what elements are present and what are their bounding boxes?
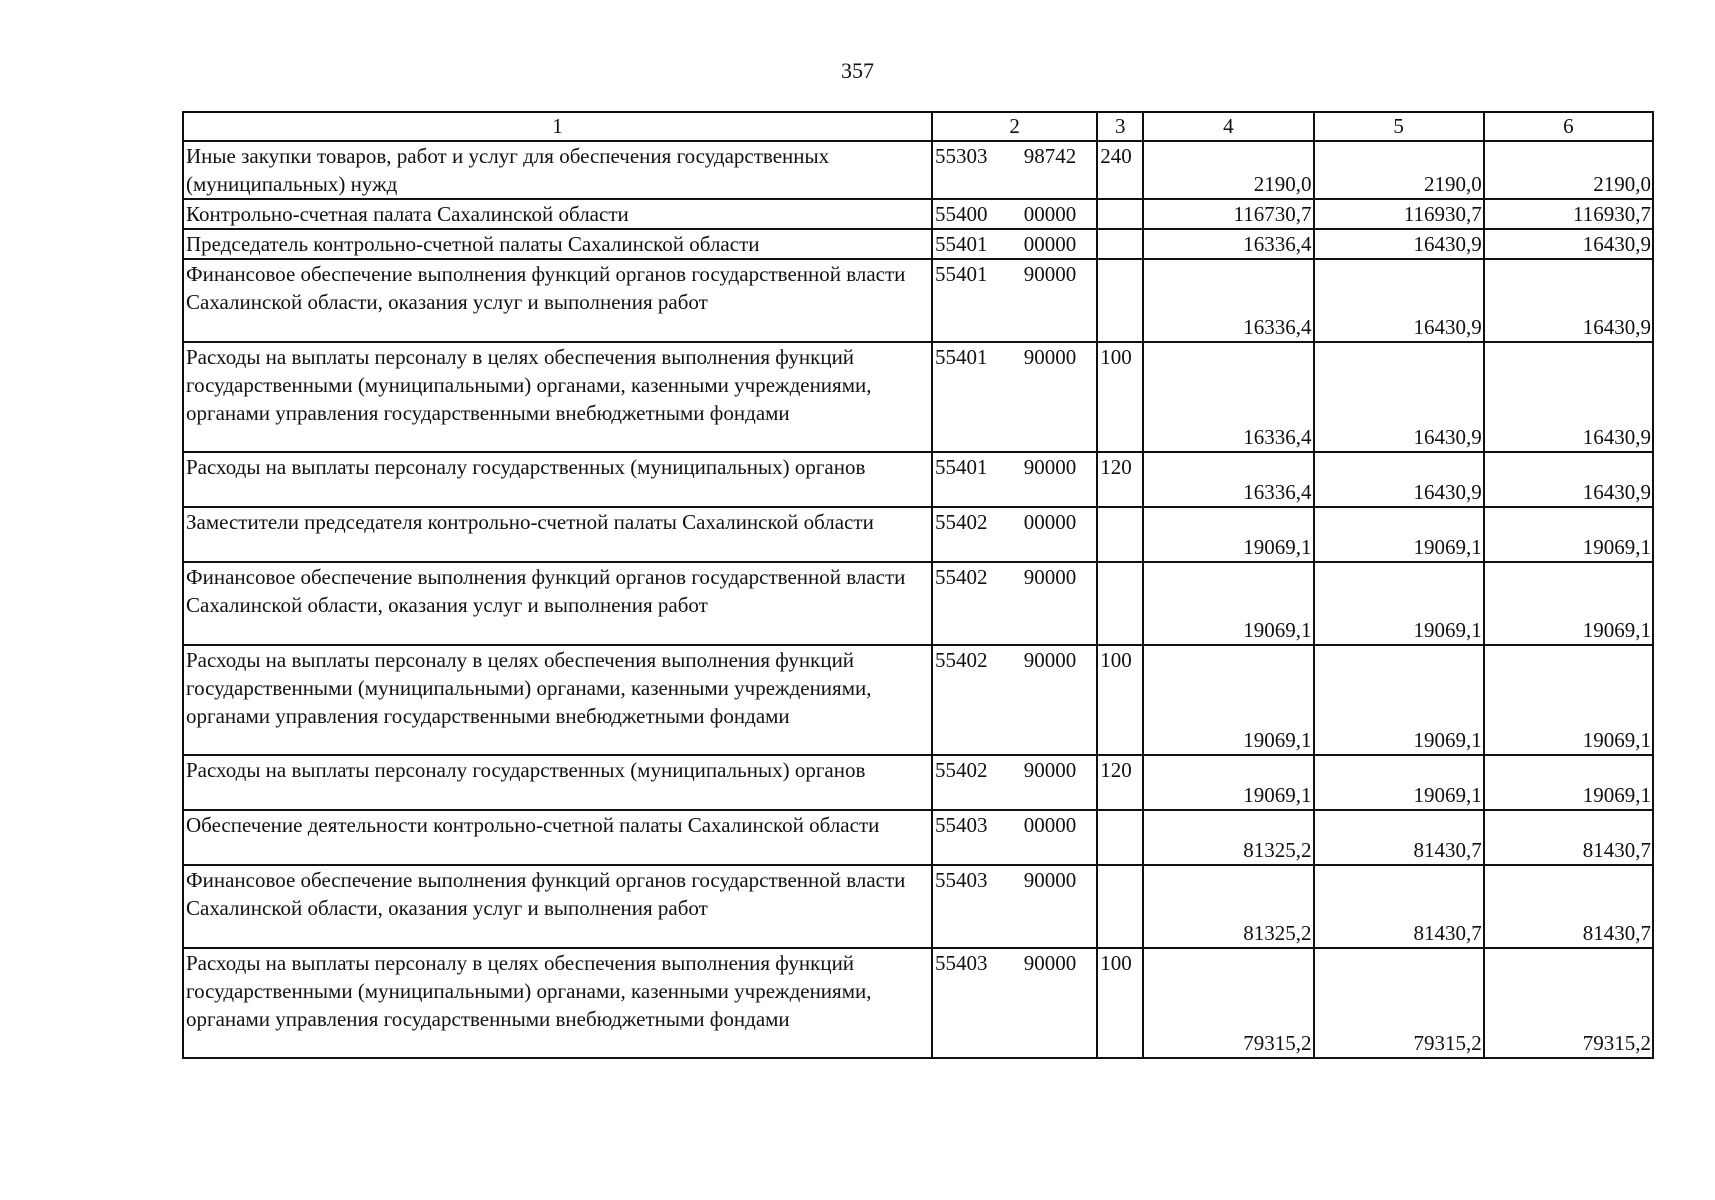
row-expense-type: 100	[1097, 342, 1143, 452]
row-amount-col5: 19069,1	[1314, 645, 1484, 755]
code-part-a: 55401	[935, 262, 988, 286]
row-expense-type	[1097, 199, 1143, 229]
row-amount-col4: 116730,7	[1143, 199, 1313, 229]
row-code	[932, 645, 1097, 755]
row-amount-col6: 81430,7	[1484, 810, 1653, 865]
table-row	[183, 810, 1653, 865]
row-name: Контрольно-счетная палата Сахалинской области	[183, 199, 932, 229]
row-expense-type	[1097, 810, 1143, 865]
row-amount-col6: 2190,0	[1484, 141, 1653, 199]
row-amount-col6: 19069,1	[1484, 755, 1653, 810]
row-amount-col6: 19069,1	[1484, 645, 1653, 755]
row-amount-col6: 16430,9	[1484, 452, 1653, 507]
row-name: Расходы на выплаты персоналу в целях обеспечения выполнения функций государственными (муниципальными) органами, казенными учреждениями, органами управления государственными внебюджетными фондами	[183, 948, 932, 1058]
row-amount-col5: 16430,9	[1314, 452, 1484, 507]
row-expense-type	[1097, 562, 1143, 645]
code-part-b: 90000	[1023, 868, 1077, 892]
row-code	[932, 562, 1097, 645]
table-row	[183, 342, 1653, 452]
row-code	[932, 199, 1097, 229]
row-amount-col6: 16430,9	[1484, 342, 1653, 452]
code-part-a: 55402	[935, 758, 988, 782]
table-row	[183, 259, 1653, 342]
row-name: Иные закупки товаров, работ и услуг для обеспечения государственных (муниципальных) нужд	[183, 141, 932, 199]
code-part-b: 00000	[1023, 232, 1077, 256]
code-part-b: 90000	[1023, 565, 1077, 589]
row-amount-col5: 16430,9	[1314, 229, 1484, 259]
code-part-b: 90000	[1023, 648, 1077, 672]
row-name: Финансовое обеспечение выполнения функций органов государственной власти Сахалинской области, оказания услуг и выполнения работ	[183, 562, 932, 645]
code-part-a: 55402	[935, 565, 988, 589]
code-part-a: 55403	[935, 813, 988, 837]
row-amount-col4: 19069,1	[1143, 755, 1313, 810]
row-amount-col5: 79315,2	[1314, 948, 1484, 1058]
code-part-b: 90000	[1023, 455, 1077, 479]
row-amount-col4: 2190,0	[1143, 141, 1313, 199]
row-expense-type	[1097, 259, 1143, 342]
code-part-a: 55303	[935, 144, 988, 168]
code-part-b: 98742	[1023, 144, 1077, 168]
row-amount-col6: 81430,7	[1484, 865, 1653, 948]
row-name: Расходы на выплаты персоналу государственных (муниципальных) органов	[183, 755, 932, 810]
page-number: 357	[841, 58, 874, 83]
row-amount-col5: 116930,7	[1314, 199, 1484, 229]
code-part-b: 90000	[1023, 951, 1077, 975]
row-name: Финансовое обеспечение выполнения функций органов государственной власти Сахалинской области, оказания услуг и выполнения работ	[183, 259, 932, 342]
row-amount-col4: 19069,1	[1143, 562, 1313, 645]
row-expense-type: 240	[1097, 141, 1143, 199]
row-amount-col5: 19069,1	[1314, 755, 1484, 810]
row-amount-col5: 19069,1	[1314, 507, 1484, 562]
code-part-b: 00000	[1023, 202, 1077, 226]
row-amount-col6: 79315,2	[1484, 948, 1653, 1058]
row-expense-type	[1097, 507, 1143, 562]
row-name: Финансовое обеспечение выполнения функций органов государственной власти Сахалинской области, оказания услуг и выполнения работ	[183, 865, 932, 948]
budget-table	[182, 111, 1654, 1059]
row-amount-col6: 116930,7	[1484, 199, 1653, 229]
row-amount-col5: 19069,1	[1314, 562, 1484, 645]
code-part-b: 90000	[1023, 262, 1077, 286]
row-amount-col5: 16430,9	[1314, 342, 1484, 452]
row-amount-col4: 16336,4	[1143, 452, 1313, 507]
code-part-a: 55401	[935, 345, 988, 369]
code-part-b: 90000	[1023, 345, 1077, 369]
row-name: Расходы на выплаты персоналу в целях обеспечения выполнения функций государственными (муниципальными) органами, казенными учреждениями, органами управления государственными внебюджетными фондами	[183, 645, 932, 755]
table-row	[183, 452, 1653, 507]
row-code	[932, 507, 1097, 562]
row-amount-col6: 19069,1	[1484, 562, 1653, 645]
row-code	[932, 948, 1097, 1058]
table-row	[183, 562, 1653, 645]
row-name: Расходы на выплаты персоналу государственных (муниципальных) органов	[183, 452, 932, 507]
row-code	[932, 865, 1097, 948]
row-name: Председатель контрольно-счетной палаты Сахалинской области	[183, 229, 932, 259]
row-code	[932, 342, 1097, 452]
table-row	[183, 507, 1653, 562]
row-amount-col6: 16430,9	[1484, 259, 1653, 342]
column-header: 4	[1143, 112, 1313, 141]
row-expense-type: 100	[1097, 645, 1143, 755]
table-header-row	[183, 112, 1653, 141]
row-expense-type: 100	[1097, 948, 1143, 1058]
row-code	[932, 755, 1097, 810]
column-header: 5	[1314, 112, 1484, 141]
row-code	[932, 259, 1097, 342]
code-part-b: 00000	[1023, 813, 1077, 837]
row-code	[932, 229, 1097, 259]
code-part-a: 55403	[935, 868, 988, 892]
row-amount-col6: 16430,9	[1484, 229, 1653, 259]
code-part-a: 55400	[935, 202, 988, 226]
row-amount-col4: 79315,2	[1143, 948, 1313, 1058]
row-expense-type: 120	[1097, 755, 1143, 810]
row-amount-col4: 16336,4	[1143, 229, 1313, 259]
row-name: Обеспечение деятельности контрольно-счетной палаты Сахалинской области	[183, 810, 932, 865]
code-part-b: 90000	[1023, 758, 1077, 782]
row-name: Расходы на выплаты персоналу в целях обеспечения выполнения функций государственными (муниципальными) органами, казенными учреждениями, органами управления государственными внебюджетными фондами	[183, 342, 932, 452]
row-amount-col5: 81430,7	[1314, 865, 1484, 948]
table-row	[183, 948, 1653, 1058]
row-amount-col4: 19069,1	[1143, 507, 1313, 562]
column-header: 6	[1484, 112, 1653, 141]
row-amount-col4: 81325,2	[1143, 865, 1313, 948]
column-header: 2	[932, 112, 1097, 141]
code-part-a: 55402	[935, 510, 988, 534]
row-amount-col4: 81325,2	[1143, 810, 1313, 865]
row-code	[932, 810, 1097, 865]
code-part-a: 55402	[935, 648, 988, 672]
table-row	[183, 199, 1653, 229]
table-row	[183, 645, 1653, 755]
table-row	[183, 865, 1653, 948]
row-name: Заместители председателя контрольно-счетной палаты Сахалинской области	[183, 507, 932, 562]
row-amount-col5: 2190,0	[1314, 141, 1484, 199]
column-header: 1	[183, 112, 932, 141]
table-row	[183, 141, 1653, 199]
code-part-b: 00000	[1023, 510, 1077, 534]
row-amount-col4: 16336,4	[1143, 342, 1313, 452]
row-amount-col6: 19069,1	[1484, 507, 1653, 562]
row-expense-type	[1097, 229, 1143, 259]
row-code	[932, 452, 1097, 507]
row-amount-col4: 16336,4	[1143, 259, 1313, 342]
code-part-a: 55401	[935, 455, 988, 479]
row-amount-col4: 19069,1	[1143, 645, 1313, 755]
row-amount-col5: 81430,7	[1314, 810, 1484, 865]
row-expense-type: 120	[1097, 452, 1143, 507]
row-code	[932, 141, 1097, 199]
row-expense-type	[1097, 865, 1143, 948]
table-row	[183, 229, 1653, 259]
column-header: 3	[1097, 112, 1143, 141]
code-part-a: 55401	[935, 232, 988, 256]
row-amount-col5: 16430,9	[1314, 259, 1484, 342]
table-row	[183, 755, 1653, 810]
code-part-a: 55403	[935, 951, 988, 975]
